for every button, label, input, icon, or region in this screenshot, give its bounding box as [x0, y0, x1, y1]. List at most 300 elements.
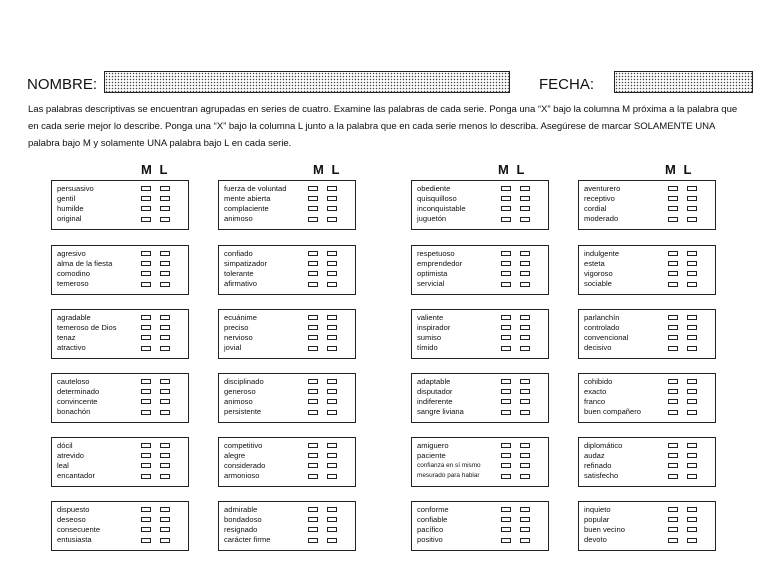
least-checkbox[interactable]	[327, 538, 337, 543]
word-label: disciplinado	[224, 376, 264, 386]
word-group	[411, 309, 549, 359]
least-checkbox[interactable]	[687, 379, 697, 384]
most-checkbox[interactable]	[141, 335, 151, 340]
word-label: bonachón	[57, 407, 91, 417]
most-checkbox[interactable]	[141, 217, 151, 222]
least-checkbox[interactable]	[687, 389, 697, 394]
word-label: adaptable	[417, 376, 451, 386]
word-row	[224, 248, 355, 258]
word-row	[57, 203, 188, 213]
word-row	[224, 322, 355, 332]
least-checkbox[interactable]	[160, 527, 170, 532]
word-row	[224, 183, 355, 193]
most-checkbox[interactable]	[668, 271, 678, 276]
least-checkbox[interactable]	[520, 261, 530, 266]
most-checkbox[interactable]	[501, 217, 511, 222]
word-label: persistente	[224, 407, 262, 417]
word-row	[417, 268, 548, 278]
word-row	[224, 440, 355, 450]
most-checkbox[interactable]	[668, 517, 678, 522]
word-row	[57, 312, 188, 322]
word-label: esteta	[584, 258, 605, 268]
most-checkbox[interactable]	[141, 410, 151, 415]
word-row	[224, 460, 355, 470]
most-checkbox[interactable]	[501, 443, 511, 448]
most-checkbox[interactable]	[308, 517, 318, 522]
word-group	[218, 437, 356, 487]
word-label: alegre	[224, 450, 246, 460]
word-label: amiguero	[417, 440, 449, 450]
word-group	[411, 501, 549, 551]
least-checkbox[interactable]	[687, 507, 697, 512]
word-row	[417, 524, 548, 534]
word-row	[417, 343, 548, 353]
most-checkbox[interactable]	[141, 346, 151, 351]
word-label: controlado	[584, 322, 620, 332]
least-checkbox[interactable]	[327, 325, 337, 330]
least-checkbox[interactable]	[160, 315, 170, 320]
word-label: parlanchín	[584, 312, 620, 322]
word-label: mesurado para hablar	[417, 472, 480, 480]
word-row	[57, 322, 188, 332]
most-checkbox[interactable]	[501, 251, 511, 256]
most-checkbox[interactable]	[308, 217, 318, 222]
least-checkbox[interactable]	[687, 186, 697, 191]
word-row	[417, 460, 548, 470]
least-checkbox[interactable]	[327, 251, 337, 256]
word-label: refinado	[584, 460, 612, 470]
word-label: confiado	[224, 248, 253, 258]
most-checkbox[interactable]	[501, 282, 511, 287]
least-checkbox[interactable]	[327, 335, 337, 340]
word-row	[224, 450, 355, 460]
most-checkbox[interactable]	[668, 443, 678, 448]
word-group	[51, 373, 189, 423]
least-checkbox[interactable]	[520, 474, 530, 479]
least-checkbox[interactable]	[687, 410, 697, 415]
word-row	[417, 193, 548, 203]
word-label: fuerza de voluntad	[224, 183, 287, 193]
word-row	[584, 524, 715, 534]
least-checkbox[interactable]	[160, 463, 170, 468]
least-checkbox[interactable]	[687, 474, 697, 479]
least-checkbox[interactable]	[327, 217, 337, 222]
word-row	[224, 407, 355, 417]
word-row	[224, 504, 355, 514]
word-label: exacto	[584, 386, 607, 396]
least-checkbox[interactable]	[327, 346, 337, 351]
word-row	[224, 524, 355, 534]
word-row	[417, 203, 548, 213]
least-checkbox[interactable]	[160, 507, 170, 512]
least-checkbox[interactable]	[520, 463, 530, 468]
least-checkbox[interactable]	[687, 217, 697, 222]
least-checkbox[interactable]	[160, 410, 170, 415]
least-checkbox[interactable]	[687, 206, 697, 211]
most-checkbox[interactable]	[308, 335, 318, 340]
word-label: inspirador	[417, 322, 451, 332]
word-group	[51, 309, 189, 359]
least-checkbox[interactable]	[327, 517, 337, 522]
most-checkbox[interactable]	[501, 315, 511, 320]
least-checkbox[interactable]	[327, 261, 337, 266]
least-checkbox[interactable]	[160, 282, 170, 287]
most-checkbox[interactable]	[501, 517, 511, 522]
least-checkbox[interactable]	[327, 453, 337, 458]
most-checkbox[interactable]	[668, 474, 678, 479]
word-row	[417, 332, 548, 342]
word-label: atractivo	[57, 343, 86, 353]
least-checkbox[interactable]	[160, 389, 170, 394]
most-checkbox[interactable]	[501, 389, 511, 394]
most-checkbox[interactable]	[308, 325, 318, 330]
most-checkbox[interactable]	[501, 335, 511, 340]
least-checkbox[interactable]	[160, 261, 170, 266]
most-checkbox[interactable]	[141, 463, 151, 468]
word-row	[224, 193, 355, 203]
most-checkbox[interactable]	[501, 453, 511, 458]
least-checkbox[interactable]	[687, 261, 697, 266]
word-row	[417, 535, 548, 545]
least-checkbox[interactable]	[327, 443, 337, 448]
least-checkbox[interactable]	[160, 474, 170, 479]
word-label: sangre liviana	[417, 407, 464, 417]
most-checkbox[interactable]	[668, 410, 678, 415]
most-checkbox[interactable]	[668, 282, 678, 287]
most-checkbox[interactable]	[668, 389, 678, 394]
word-row	[584, 386, 715, 396]
least-checkbox[interactable]	[687, 271, 697, 276]
least-checkbox[interactable]	[687, 335, 697, 340]
most-checkbox[interactable]	[141, 527, 151, 532]
least-checkbox[interactable]	[327, 474, 337, 479]
word-label: confianza en sí mismo	[417, 461, 481, 469]
most-checkbox[interactable]	[308, 196, 318, 201]
least-checkbox[interactable]	[687, 196, 697, 201]
most-checkbox[interactable]	[308, 410, 318, 415]
least-checkbox[interactable]	[520, 517, 530, 522]
least-checkbox[interactable]	[327, 527, 337, 532]
most-checkbox[interactable]	[501, 507, 511, 512]
least-checkbox[interactable]	[160, 206, 170, 211]
word-label: resignado	[224, 524, 258, 534]
least-checkbox[interactable]	[520, 379, 530, 384]
most-checkbox[interactable]	[308, 443, 318, 448]
least-checkbox[interactable]	[327, 410, 337, 415]
most-checkbox[interactable]	[141, 325, 151, 330]
least-checkbox[interactable]	[160, 335, 170, 340]
word-group	[578, 309, 716, 359]
least-checkbox[interactable]	[160, 271, 170, 276]
least-checkbox[interactable]	[327, 507, 337, 512]
least-checkbox[interactable]	[520, 538, 530, 543]
word-label: disputador	[417, 386, 453, 396]
least-checkbox[interactable]	[160, 251, 170, 256]
word-row	[57, 248, 188, 258]
word-row	[224, 268, 355, 278]
word-row	[584, 322, 715, 332]
most-checkbox[interactable]	[308, 271, 318, 276]
word-row	[57, 268, 188, 278]
most-checkbox[interactable]	[141, 271, 151, 276]
most-checkbox[interactable]	[668, 527, 678, 532]
word-label: decisivo	[584, 343, 612, 353]
word-row	[417, 376, 548, 386]
word-label: dócil	[57, 440, 73, 450]
fecha-field[interactable]	[614, 71, 753, 93]
least-checkbox[interactable]	[327, 379, 337, 384]
column-header-m-l: M L	[665, 162, 694, 177]
most-checkbox[interactable]	[308, 527, 318, 532]
most-checkbox[interactable]	[501, 271, 511, 276]
word-label: cauteloso	[57, 376, 90, 386]
least-checkbox[interactable]	[520, 410, 530, 415]
word-row	[417, 504, 548, 514]
word-row	[584, 376, 715, 386]
least-checkbox[interactable]	[687, 315, 697, 320]
most-checkbox[interactable]	[141, 538, 151, 543]
most-checkbox[interactable]	[141, 474, 151, 479]
most-checkbox[interactable]	[141, 389, 151, 394]
most-checkbox[interactable]	[668, 538, 678, 543]
most-checkbox[interactable]	[141, 315, 151, 320]
least-checkbox[interactable]	[520, 335, 530, 340]
most-checkbox[interactable]	[501, 527, 511, 532]
most-checkbox[interactable]	[308, 453, 318, 458]
least-checkbox[interactable]	[687, 346, 697, 351]
least-checkbox[interactable]	[687, 527, 697, 532]
most-checkbox[interactable]	[308, 315, 318, 320]
most-checkbox[interactable]	[668, 325, 678, 330]
word-row	[417, 407, 548, 417]
least-checkbox[interactable]	[520, 399, 530, 404]
word-row	[584, 183, 715, 193]
least-checkbox[interactable]	[687, 282, 697, 287]
word-label: inconquistable	[417, 203, 466, 213]
most-checkbox[interactable]	[141, 251, 151, 256]
most-checkbox[interactable]	[308, 507, 318, 512]
least-checkbox[interactable]	[327, 282, 337, 287]
word-group	[218, 309, 356, 359]
nombre-field[interactable]	[104, 71, 510, 93]
word-label: aventurero	[584, 183, 621, 193]
most-checkbox[interactable]	[668, 217, 678, 222]
least-checkbox[interactable]	[520, 527, 530, 532]
most-checkbox[interactable]	[308, 261, 318, 266]
least-checkbox[interactable]	[327, 389, 337, 394]
most-checkbox[interactable]	[668, 453, 678, 458]
least-checkbox[interactable]	[160, 517, 170, 522]
word-row	[57, 279, 188, 289]
least-checkbox[interactable]	[160, 196, 170, 201]
most-checkbox[interactable]	[501, 399, 511, 404]
word-label: simpatizador	[224, 258, 268, 268]
word-label: entusiasta	[57, 535, 92, 545]
least-checkbox[interactable]	[327, 463, 337, 468]
most-checkbox[interactable]	[501, 410, 511, 415]
least-checkbox[interactable]	[160, 399, 170, 404]
word-label: leal	[57, 460, 69, 470]
least-checkbox[interactable]	[520, 196, 530, 201]
word-label: carácter firme	[224, 535, 271, 545]
most-checkbox[interactable]	[501, 196, 511, 201]
word-label: tenaz	[57, 332, 76, 342]
least-checkbox[interactable]	[160, 186, 170, 191]
column-header-m-l: M L	[141, 162, 170, 177]
least-checkbox[interactable]	[520, 282, 530, 287]
least-checkbox[interactable]	[327, 315, 337, 320]
most-checkbox[interactable]	[668, 196, 678, 201]
least-checkbox[interactable]	[520, 251, 530, 256]
least-checkbox[interactable]	[520, 346, 530, 351]
least-checkbox[interactable]	[687, 251, 697, 256]
word-label: afirmativo	[224, 279, 257, 289]
most-checkbox[interactable]	[501, 379, 511, 384]
word-label: diplomático	[584, 440, 623, 450]
least-checkbox[interactable]	[520, 443, 530, 448]
word-row	[417, 183, 548, 193]
most-checkbox[interactable]	[308, 474, 318, 479]
word-row	[57, 183, 188, 193]
least-checkbox[interactable]	[327, 186, 337, 191]
word-row	[57, 535, 188, 545]
word-row	[417, 440, 548, 450]
most-checkbox[interactable]	[668, 261, 678, 266]
word-row	[57, 460, 188, 470]
word-label: encantador	[57, 471, 95, 481]
least-checkbox[interactable]	[160, 443, 170, 448]
least-checkbox[interactable]	[687, 399, 697, 404]
word-label: humilde	[57, 203, 84, 213]
most-checkbox[interactable]	[501, 463, 511, 468]
most-checkbox[interactable]	[668, 251, 678, 256]
word-row	[584, 279, 715, 289]
word-row	[417, 471, 548, 481]
most-checkbox[interactable]	[308, 186, 318, 191]
word-group	[218, 373, 356, 423]
least-checkbox[interactable]	[160, 217, 170, 222]
most-checkbox[interactable]	[668, 463, 678, 468]
word-label: ecuánime	[224, 312, 257, 322]
least-checkbox[interactable]	[520, 389, 530, 394]
word-label: gentil	[57, 193, 76, 203]
least-checkbox[interactable]	[520, 453, 530, 458]
least-checkbox[interactable]	[160, 453, 170, 458]
instructions-text: Las palabras descriptivas se encuentran agrupadas en series de cuatro. Examine las palabras de cada serie. Ponga una “X” bajo la columna M próxima a la palabra que en cada serie mejor lo describe. Ponga una “X” bajo la columna L junto a la palabra que en cada serie menos lo describa. Asegúrese de marcar SOLAMENTE UNA palabra bajo M y solamente UNA palabra bajo L en cada serie.	[28, 104, 738, 149]
most-checkbox[interactable]	[501, 346, 511, 351]
least-checkbox[interactable]	[520, 186, 530, 191]
word-row	[224, 332, 355, 342]
most-checkbox[interactable]	[308, 389, 318, 394]
most-checkbox[interactable]	[668, 379, 678, 384]
least-checkbox[interactable]	[520, 206, 530, 211]
least-checkbox[interactable]	[327, 399, 337, 404]
least-checkbox[interactable]	[687, 517, 697, 522]
word-label: persuasivo	[57, 183, 94, 193]
most-checkbox[interactable]	[668, 206, 678, 211]
least-checkbox[interactable]	[687, 443, 697, 448]
least-checkbox[interactable]	[327, 271, 337, 276]
word-label: devoto	[584, 535, 607, 545]
word-row	[57, 386, 188, 396]
word-label: tímido	[417, 343, 438, 353]
least-checkbox[interactable]	[160, 538, 170, 543]
most-checkbox[interactable]	[668, 315, 678, 320]
most-checkbox[interactable]	[308, 346, 318, 351]
word-label: convincente	[57, 396, 98, 406]
most-checkbox[interactable]	[308, 379, 318, 384]
most-checkbox[interactable]	[141, 282, 151, 287]
most-checkbox[interactable]	[308, 538, 318, 543]
least-checkbox[interactable]	[520, 325, 530, 330]
word-label: moderado	[584, 214, 619, 224]
least-checkbox[interactable]	[160, 379, 170, 384]
least-checkbox[interactable]	[520, 217, 530, 222]
most-checkbox[interactable]	[501, 538, 511, 543]
least-checkbox[interactable]	[327, 206, 337, 211]
most-checkbox[interactable]	[668, 346, 678, 351]
most-checkbox[interactable]	[308, 251, 318, 256]
least-checkbox[interactable]	[520, 507, 530, 512]
most-checkbox[interactable]	[501, 206, 511, 211]
word-label: optimista	[417, 268, 448, 278]
word-row	[417, 322, 548, 332]
most-checkbox[interactable]	[141, 196, 151, 201]
most-checkbox[interactable]	[668, 335, 678, 340]
most-checkbox[interactable]	[141, 453, 151, 458]
least-checkbox[interactable]	[520, 271, 530, 276]
least-checkbox[interactable]	[160, 346, 170, 351]
most-checkbox[interactable]	[501, 474, 511, 479]
least-checkbox[interactable]	[327, 196, 337, 201]
least-checkbox[interactable]	[687, 453, 697, 458]
most-checkbox[interactable]	[141, 379, 151, 384]
most-checkbox[interactable]	[141, 443, 151, 448]
most-checkbox[interactable]	[141, 399, 151, 404]
most-checkbox[interactable]	[141, 186, 151, 191]
least-checkbox[interactable]	[520, 315, 530, 320]
word-label: competitivo	[224, 440, 263, 450]
most-checkbox[interactable]	[308, 463, 318, 468]
most-checkbox[interactable]	[501, 186, 511, 191]
most-checkbox[interactable]	[308, 282, 318, 287]
word-group	[218, 245, 356, 295]
word-label: sociable	[584, 279, 612, 289]
word-row	[224, 214, 355, 224]
word-label: indiferente	[417, 396, 453, 406]
most-checkbox[interactable]	[141, 206, 151, 211]
word-row	[584, 440, 715, 450]
most-checkbox[interactable]	[501, 325, 511, 330]
least-checkbox[interactable]	[687, 538, 697, 543]
most-checkbox[interactable]	[308, 399, 318, 404]
least-checkbox[interactable]	[160, 325, 170, 330]
most-checkbox[interactable]	[308, 206, 318, 211]
word-row	[57, 193, 188, 203]
most-checkbox[interactable]	[141, 261, 151, 266]
word-label: sumiso	[417, 332, 442, 342]
most-checkbox[interactable]	[668, 507, 678, 512]
most-checkbox[interactable]	[501, 261, 511, 266]
word-row	[417, 248, 548, 258]
word-row	[417, 312, 548, 322]
most-checkbox[interactable]	[668, 186, 678, 191]
most-checkbox[interactable]	[668, 399, 678, 404]
most-checkbox[interactable]	[141, 517, 151, 522]
least-checkbox[interactable]	[687, 463, 697, 468]
least-checkbox[interactable]	[687, 325, 697, 330]
most-checkbox[interactable]	[141, 507, 151, 512]
